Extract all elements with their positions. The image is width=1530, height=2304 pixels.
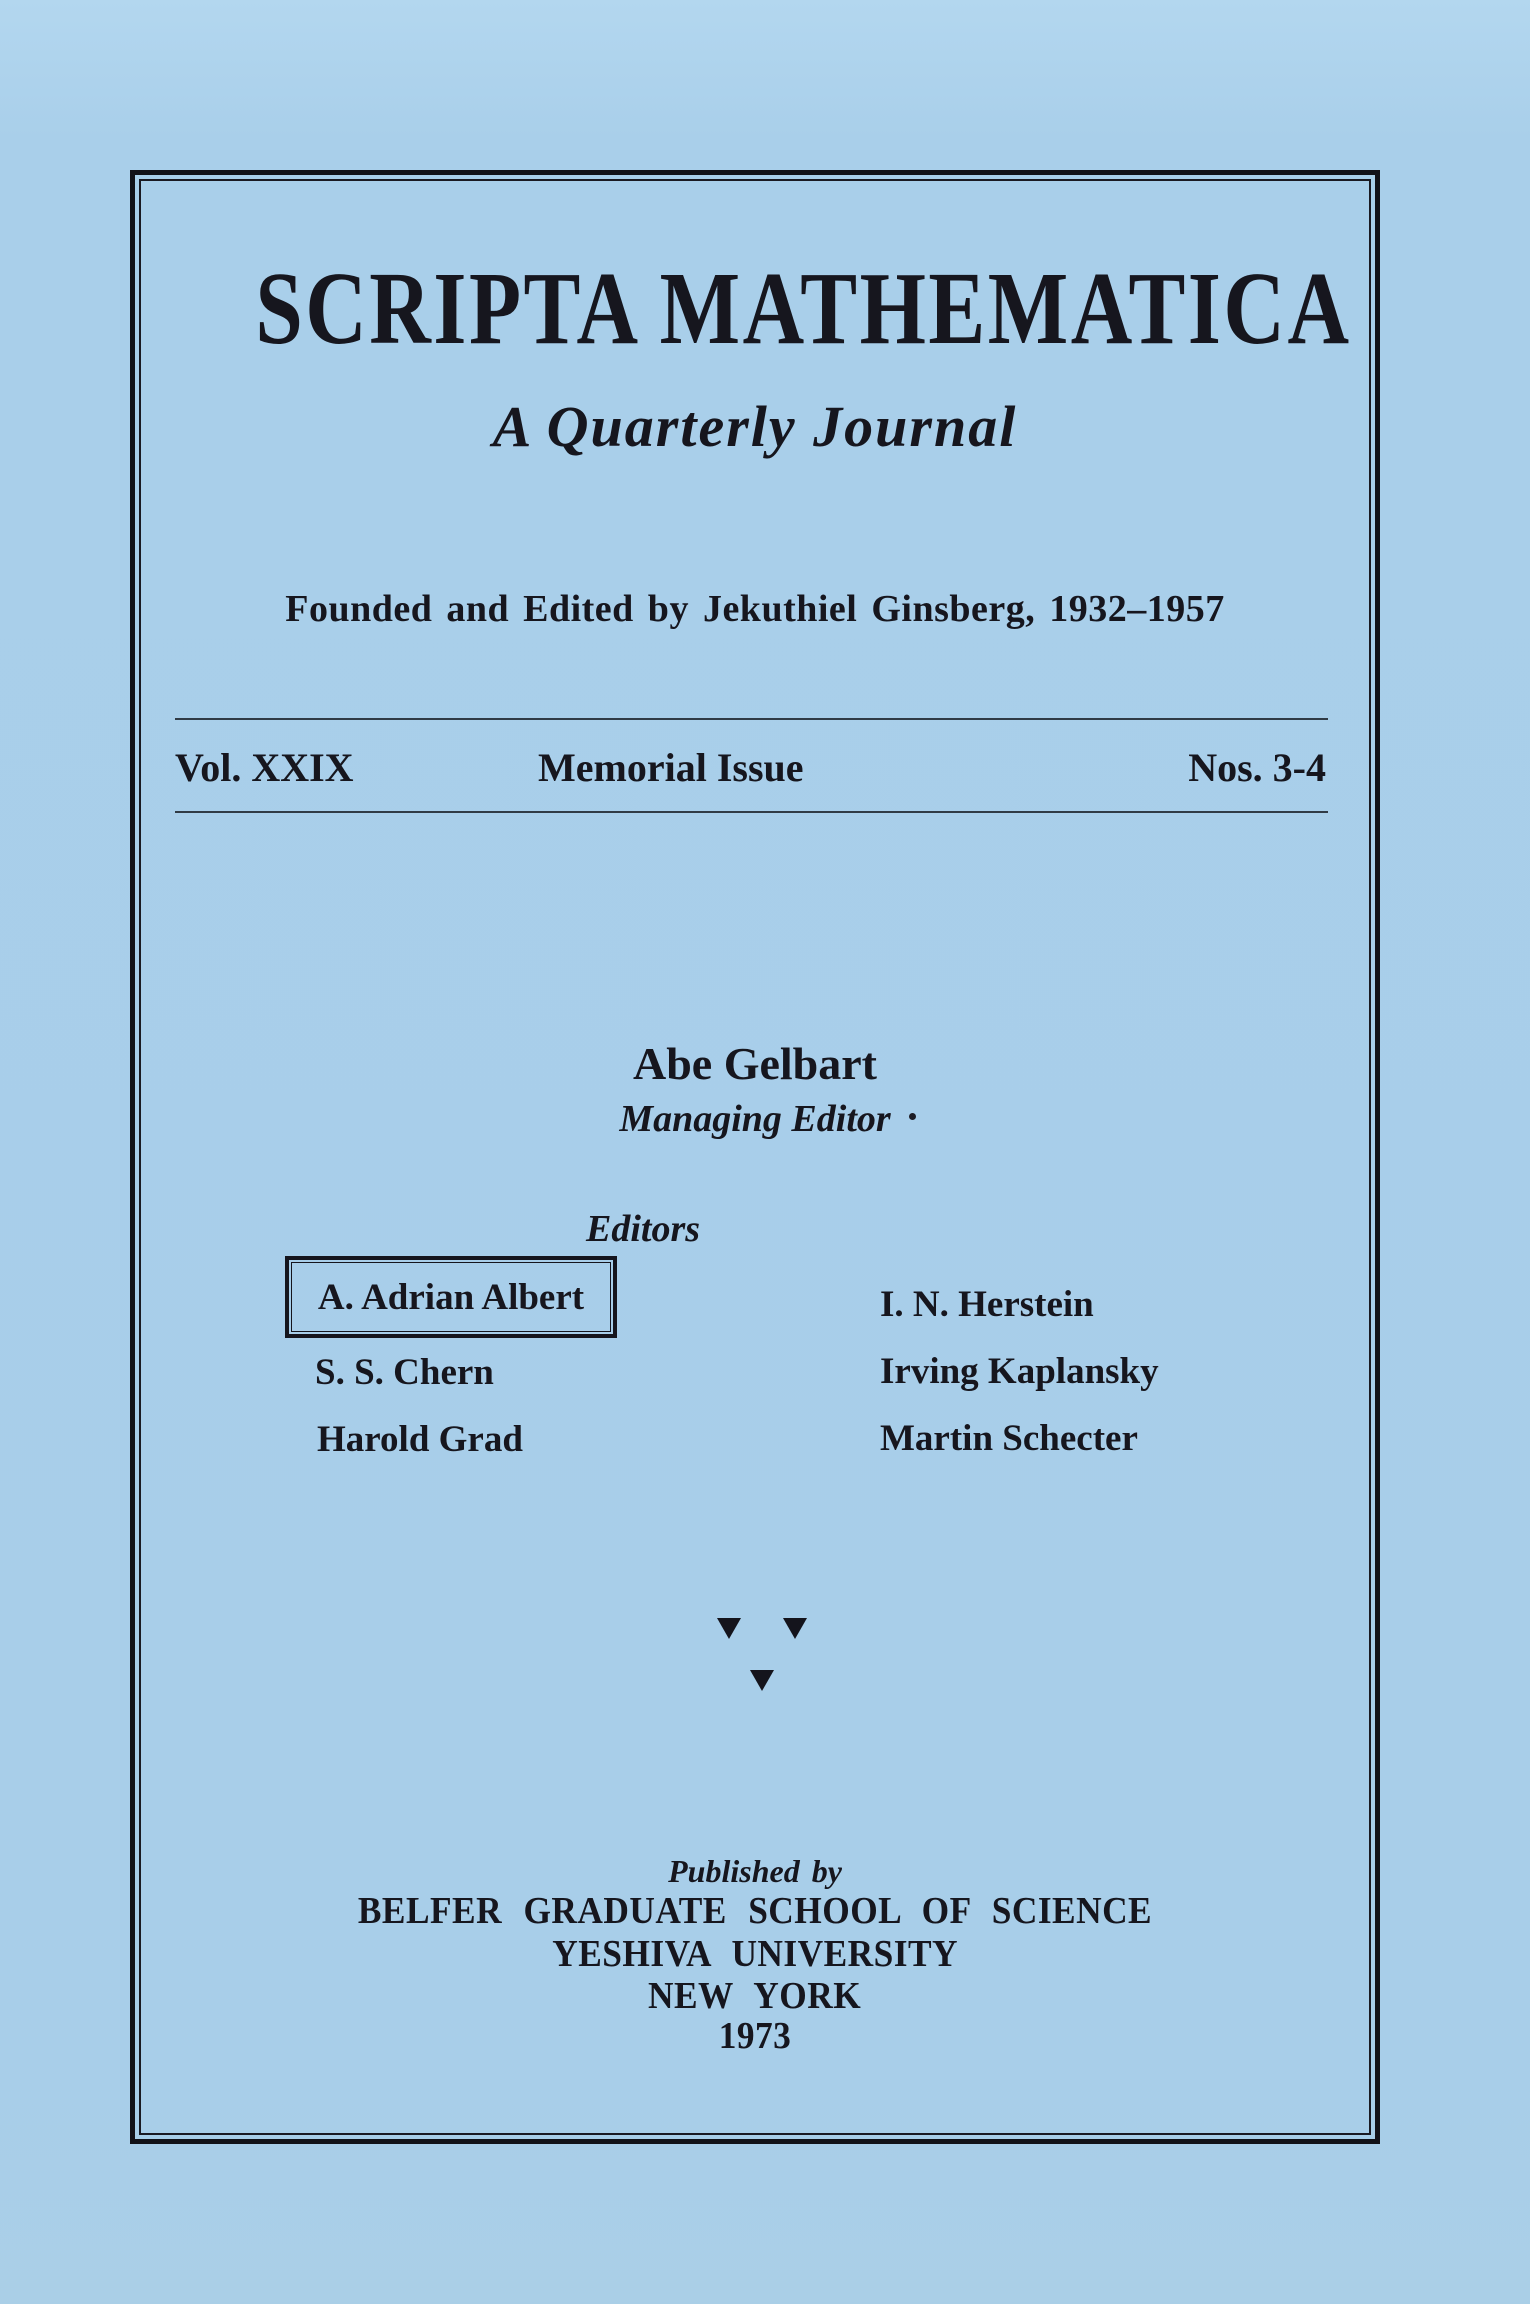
publication-year-text: 1973	[718, 2015, 792, 2057]
editor-name: Martin Schecter	[880, 1418, 1138, 1459]
publisher-line	[135, 1889, 1375, 1933]
top-hairline-rule	[175, 718, 1328, 720]
journal-subtitle: A Quarterly Journal	[492, 394, 1018, 459]
boxed-editor-frame	[285, 1256, 617, 1338]
boxed-editor-name: A. Adrian Albert	[291, 1262, 611, 1332]
issue-info-band	[175, 718, 1328, 813]
publisher-university: YESHIVA UNIVERSITY	[552, 1933, 958, 1975]
page-title	[135, 251, 1375, 366]
page-title-text: SCRIPTA MATHEMATICA	[255, 251, 1352, 366]
scan-speck	[909, 1113, 916, 1120]
bottom-hairline-rule	[175, 811, 1328, 813]
founded-line: Founded and Edited by Jekuthiel Ginsberg, 1932–1957	[285, 588, 1225, 630]
publisher-line	[135, 1932, 1375, 1976]
editor-name: Harold Grad	[317, 1419, 523, 1460]
down-triangle-ornament-icon	[717, 1618, 741, 1639]
cover-frame	[130, 170, 1380, 2144]
editor-name: S. S. Chern	[315, 1352, 494, 1393]
cover-frame-inner-rule	[139, 179, 1371, 2135]
down-triangle-ornament-icon	[783, 1618, 807, 1639]
editor-name: I. N. Herstein	[880, 1284, 1094, 1325]
issue-title: Memorial Issue	[538, 745, 804, 790]
managing-editor-role: Managing Editor	[619, 1098, 891, 1140]
managing-editor-name: Abe Gelbart	[632, 1038, 877, 1089]
publisher-city-text: NEW YORK	[648, 1975, 862, 2017]
down-triangle-ornament-icon	[750, 1670, 774, 1691]
publication-year	[135, 2014, 1375, 2058]
publisher-city	[135, 1974, 1375, 2018]
editor-name: Irving Kaplansky	[880, 1351, 1159, 1392]
volume-label: Vol. XXIX	[175, 745, 354, 790]
issue-numbers: Nos. 3-4	[1188, 745, 1326, 790]
published-by-label: Published by	[668, 1853, 842, 1889]
publisher-school: BELFER GRADUATE SCHOOL OF SCIENCE	[357, 1890, 1153, 1932]
editors-heading: Editors	[585, 1208, 701, 1250]
